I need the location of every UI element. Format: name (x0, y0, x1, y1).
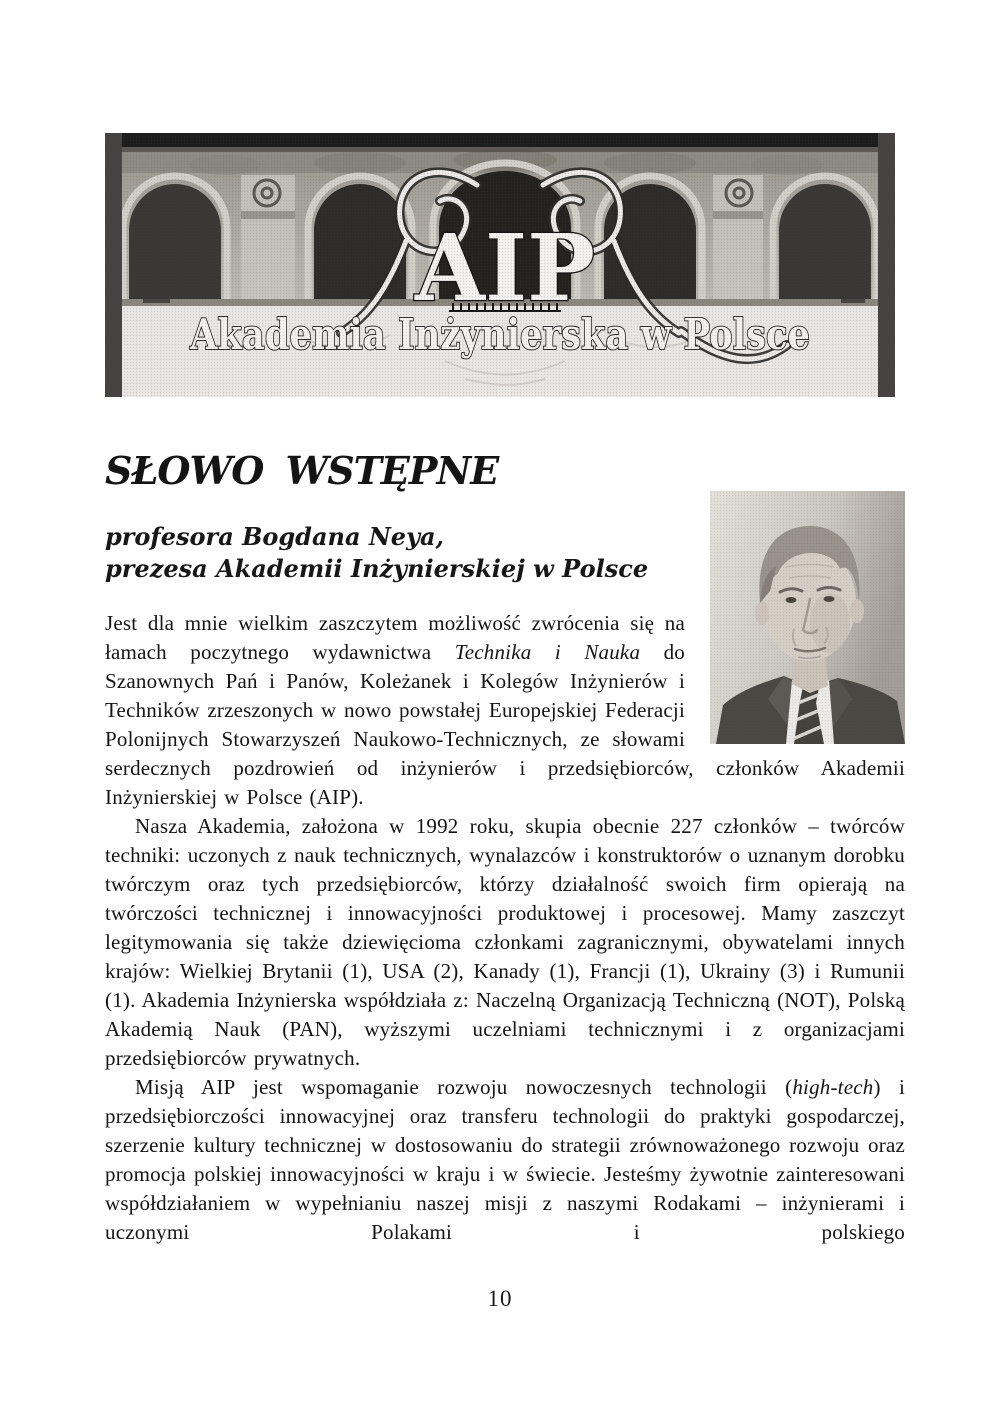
page-number: 10 (487, 1286, 513, 1311)
paragraph-1: Jest dla mnie wielkim zaszczytem możliwość zwrócenia się na łamach poczytnego wydawnictwa Technika i Nauka do Szanownych Pań i Panów, Koleżanek i Kolegów Inżynierów i Techników zrzeszonych w nowo powstałej Europejskiej Federacji Polonijnych Stowarzyszeń Naukowo-Technicznych, ze słowami serdecznych pozdrowień od inżynierów i przedsiębiorców, członków Akademii Inżynierskiej w Polsce (AIP). (105, 611, 905, 809)
article-title: SŁOWO WSTĘPNE (105, 448, 499, 493)
byline-line-1: profesora Bogdana Neya, (105, 522, 444, 551)
paragraph-3: Misją AIP jest wspomaganie rozwoju nowoczesnych technologii (high-tech) i przedsiębiorczości innowacyjnej oraz transferu technologii do praktyki gospodarczej, szerzenie kultury technicznej w dostosowaniu do strategii zrównoważonego rozwoju oraz promocja polskiej innowacyjności w kraju i w świecie. Jesteśmy żywotnie zainteresowani współdziałaniem w wypełnianiu naszej misji z naszymi Rodakami – inżynierami i uczonymi Polakami i polskiego (105, 1075, 905, 1244)
banner-image (105, 133, 895, 397)
portrait-photo (685, 521, 905, 753)
banner-acronym-text: AIP (414, 214, 595, 322)
article-flow (105, 521, 905, 1247)
article (105, 448, 905, 1247)
paragraph-2: Nasza Akademia, założona w 1992 roku, skupia obecnie 227 członków – twórców techniki: uczonych z nauk technicznych, wynalazców i konstruktorów o uznanym dorobku twórczym oraz tych przedsiębiorców, którzy działalność swoich firm opierają na twórczości technicznej i innowacyjności produktowej i procesowej. Mamy zaszczyt legitymowania się także dziewięcioma członkami zagranicznymi, obywatelami innych krajów: Wielkiej Brytanii (1), USA (2), Kanady (1), Francji (1), Ukrainy (3) i Rumunii (1). Akademia Inżynierska współdziała z: Naczelną Organizacją Techniczną (NOT), Polską Akademią Nauk (PAN), wyższymi uczelniami technicznymi i z organizacjami przedsiębiorców prywatnych. (105, 814, 905, 1070)
byline-line-2: prezesa Akademii Inżynierskiej w Polsce (105, 554, 649, 583)
banner-caption-text: Akademia Inżynierska w Polsce (189, 310, 810, 359)
banner-illustration (105, 133, 895, 397)
portrait-illustration (710, 491, 905, 744)
